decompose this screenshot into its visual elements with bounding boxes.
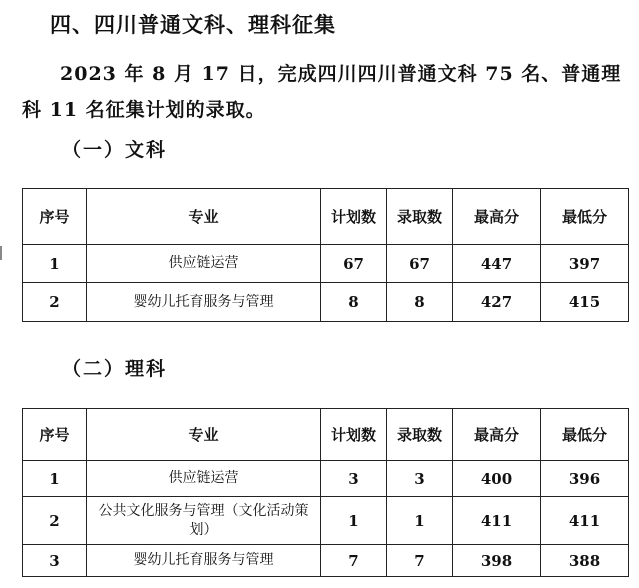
cell-plan: 1 [321, 497, 387, 545]
cell-max: 427 [453, 283, 541, 322]
table-header-row [23, 189, 629, 245]
cell-plan: 3 [321, 461, 387, 497]
table-row [23, 461, 629, 497]
cell-max: 411 [453, 497, 541, 545]
col-header-plan: 计划数 [321, 189, 387, 245]
table-row [23, 283, 629, 322]
col-header-admitted: 录取数 [387, 409, 453, 461]
cell-admitted: 7 [387, 545, 453, 577]
col-header-major: 专业 [87, 409, 321, 461]
cell-no: 2 [23, 497, 87, 545]
arts-subheading: （一）文科 [62, 139, 168, 161]
cell-min: 397 [541, 245, 629, 283]
cell-min: 411 [541, 497, 629, 545]
col-header-min: 最低分 [541, 189, 629, 245]
col-header-admitted: 录取数 [387, 189, 453, 245]
cell-admitted: 3 [387, 461, 453, 497]
arts-table [22, 188, 629, 322]
cell-min: 388 [541, 545, 629, 577]
cell-plan: 7 [321, 545, 387, 577]
summary-paragraph: 2023 年 8 月 17 日，完成四川四川普通文科 75 名、普通理科 11 名征集计划的录取。 [22, 63, 622, 121]
cell-admitted: 67 [387, 245, 453, 283]
col-header-no: 序号 [23, 189, 87, 245]
col-header-major: 专业 [87, 189, 321, 245]
cell-no: 3 [23, 545, 87, 577]
cell-admitted: 8 [387, 283, 453, 322]
table-header-row [23, 409, 629, 461]
cell-plan: 67 [321, 245, 387, 283]
cell-major: 公共文化服务与管理（文化活动策划） [87, 497, 321, 545]
col-header-max: 最高分 [453, 409, 541, 461]
cell-plan: 8 [321, 283, 387, 322]
table-row [23, 497, 629, 545]
col-header-max: 最高分 [453, 189, 541, 245]
col-header-min: 最低分 [541, 409, 629, 461]
cell-major: 婴幼儿托育服务与管理 [87, 545, 321, 577]
science-table [22, 408, 629, 577]
cell-major: 供应链运营 [87, 461, 321, 497]
table-row [23, 545, 629, 577]
science-subheading: （二）理科 [62, 358, 168, 380]
col-header-no: 序号 [23, 409, 87, 461]
cell-no: 1 [23, 461, 87, 497]
col-header-plan: 计划数 [321, 409, 387, 461]
cell-major: 供应链运营 [87, 245, 321, 283]
page-edge-mark [0, 246, 2, 260]
cell-min: 396 [541, 461, 629, 497]
cell-min: 415 [541, 283, 629, 322]
cell-no: 2 [23, 283, 87, 322]
cell-admitted: 1 [387, 497, 453, 545]
cell-major: 婴幼儿托育服务与管理 [87, 283, 321, 322]
cell-max: 400 [453, 461, 541, 497]
cell-max: 398 [453, 545, 541, 577]
table-row [23, 245, 629, 283]
cell-max: 447 [453, 245, 541, 283]
section-heading: 四、四川普通文科、理科征集 [50, 12, 336, 37]
cell-no: 1 [23, 245, 87, 283]
